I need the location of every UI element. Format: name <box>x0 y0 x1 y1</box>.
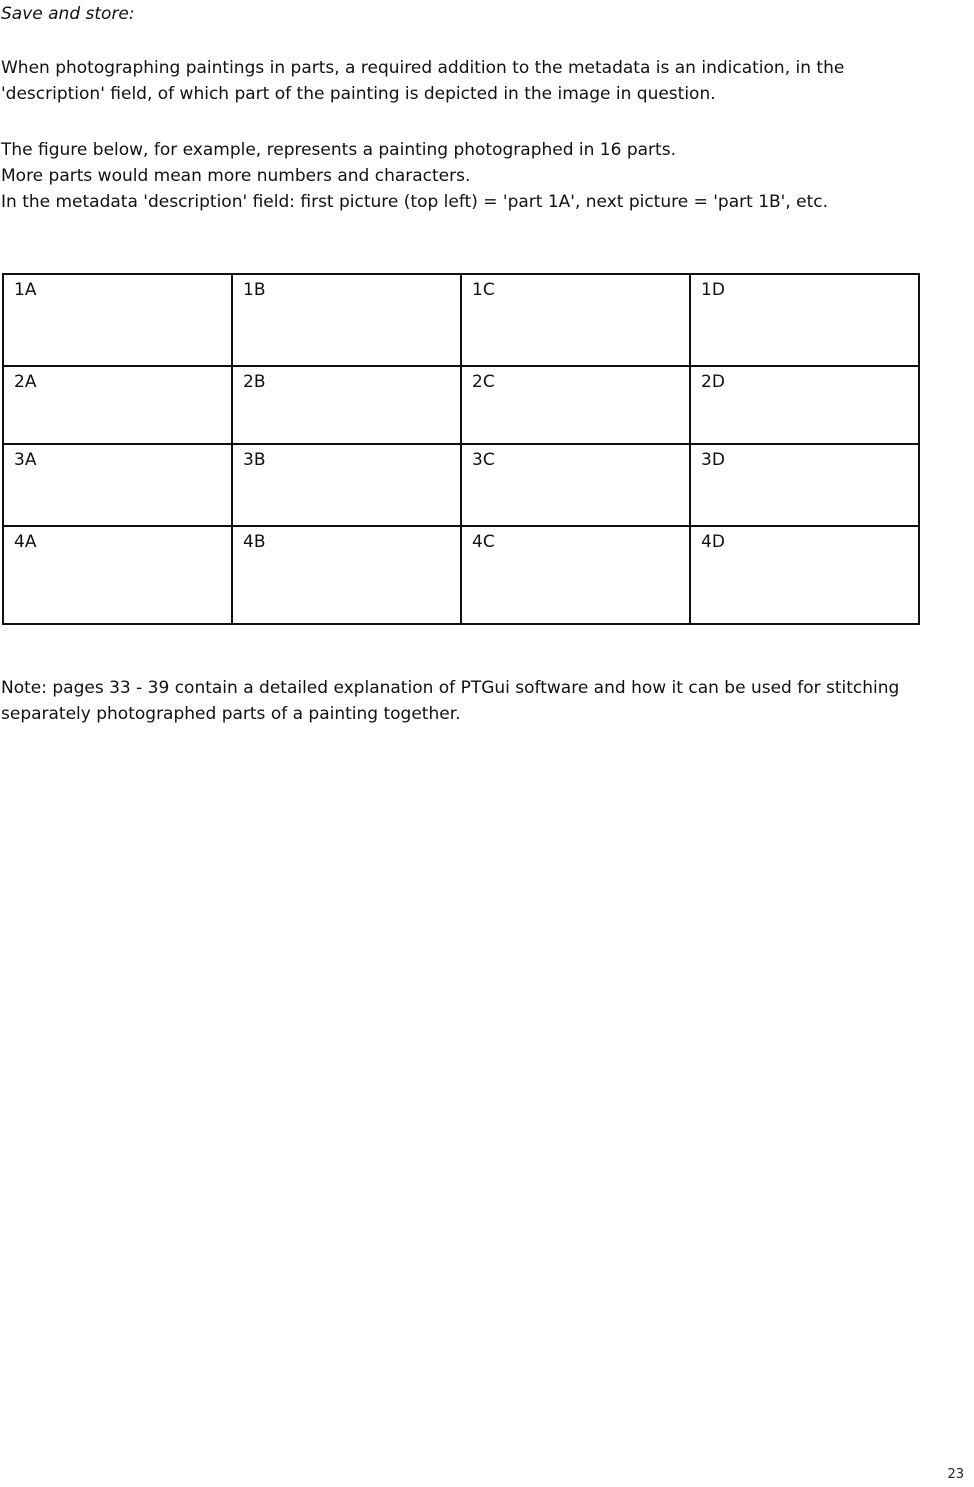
parts-grid-table <box>2 273 920 625</box>
grid-cell: 4A <box>3 526 232 624</box>
grid-cell: 3B <box>232 444 461 526</box>
example-line-2: More parts would mean more numbers and characters. <box>1 166 471 186</box>
grid-cell: 2A <box>3 366 232 444</box>
grid-cell: 2D <box>690 366 919 444</box>
note-line-1: Note: pages 33 - 39 contain a detailed explanation of PTGui software and how it can be used for stitching <box>1 678 900 698</box>
grid-cell: 1C <box>461 274 690 366</box>
intro-paragraph <box>1 55 844 107</box>
example-line-1: The figure below, for example, represents a painting photographed in 16 parts. <box>1 140 676 160</box>
note-line-2: separately photographed parts of a painting together. <box>1 704 461 724</box>
grid-cell: 4B <box>232 526 461 624</box>
example-paragraph <box>1 137 828 215</box>
grid-cell: 2C <box>461 366 690 444</box>
example-line-3: In the metadata 'description' field: first picture (top left) = 'part 1A', next picture = 'part 1B', etc. <box>1 192 829 212</box>
table-row <box>3 444 919 526</box>
grid-cell: 3D <box>690 444 919 526</box>
intro-line-2: 'description' field, of which part of the painting is depicted in the image in question. <box>1 84 716 104</box>
grid-cell: 3C <box>461 444 690 526</box>
grid-cell: 1B <box>232 274 461 366</box>
grid-cell: 4D <box>690 526 919 624</box>
grid-cell: 3A <box>3 444 232 526</box>
table-row <box>3 526 919 624</box>
grid-cell: 1D <box>690 274 919 366</box>
page-number: 23 <box>947 1467 964 1482</box>
table-row <box>3 274 919 366</box>
note-paragraph <box>1 675 899 727</box>
grid-cell: 2B <box>232 366 461 444</box>
grid-cell: 1A <box>3 274 232 366</box>
grid-cell: 4C <box>461 526 690 624</box>
intro-line-1: When photographing paintings in parts, a required addition to the metadata is an indication, in the <box>1 58 845 78</box>
table-row <box>3 366 919 444</box>
section-heading: Save and store: <box>1 4 135 24</box>
